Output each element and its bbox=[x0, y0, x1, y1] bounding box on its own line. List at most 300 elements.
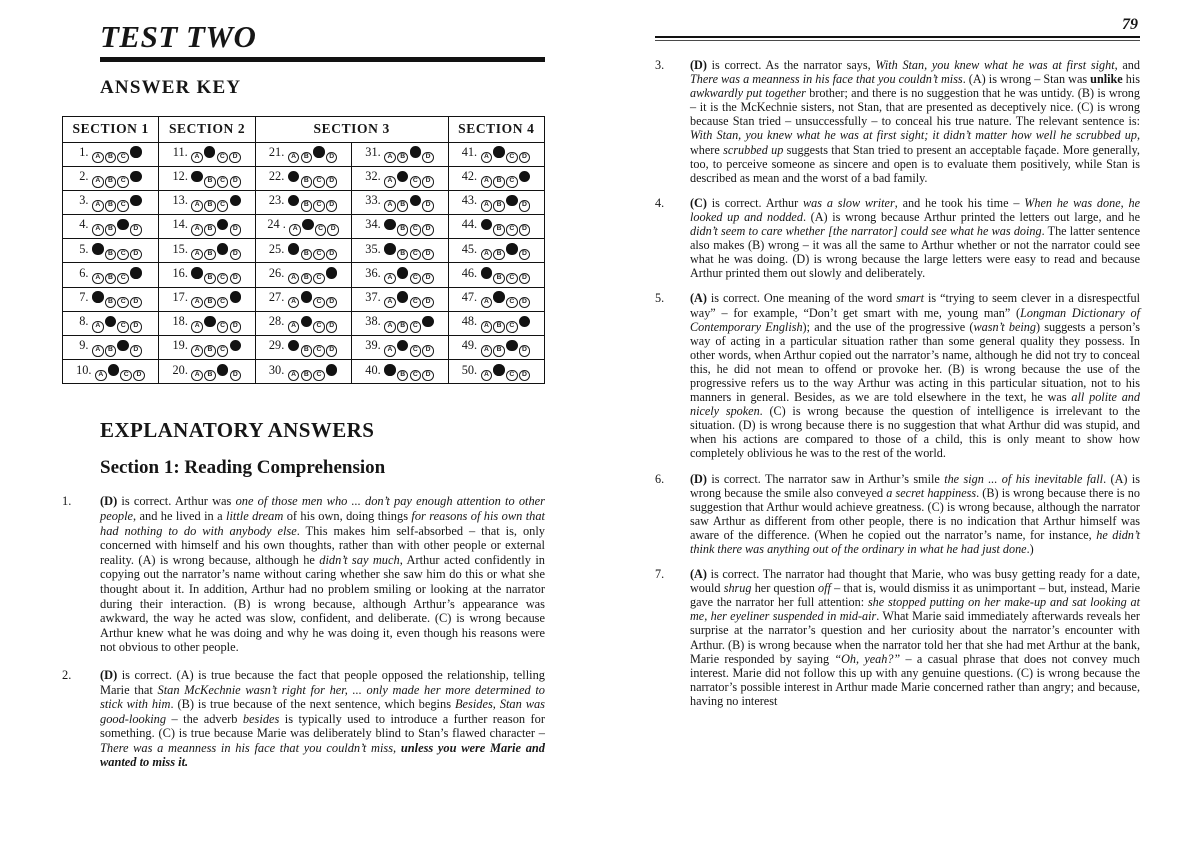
question-number: 6. bbox=[79, 265, 89, 280]
answer-bubble-b-filled bbox=[204, 146, 216, 158]
answer-bubble-b: B bbox=[204, 297, 216, 309]
page-right bbox=[655, 16, 1140, 719]
answer-bubble-a: A bbox=[191, 297, 203, 309]
question-number: 28. bbox=[268, 314, 285, 329]
answer-cell bbox=[352, 336, 448, 360]
answer-bubble-d: D bbox=[230, 249, 242, 261]
answer-bubble-b-filled bbox=[105, 316, 117, 328]
answer-key-body bbox=[63, 142, 545, 384]
answer-bubble-b-filled bbox=[204, 316, 216, 328]
text-segment: didn’t say much bbox=[319, 552, 400, 567]
question-number: 17. bbox=[172, 289, 188, 304]
text-segment: . What Marie said immediately afterwards reveals her surprise at the narrator’s question and her curiosity about the narrator’s encounter with Arthur. (B) is wrong because when the narrator told her that she had met Arthur at the bank, Marie responded by saying bbox=[690, 609, 1140, 666]
answer-bubble-a: A bbox=[481, 370, 493, 382]
explanations-right bbox=[655, 58, 1140, 708]
answer-bubble-b-filled bbox=[301, 316, 313, 328]
text-segment: (D) bbox=[690, 471, 707, 486]
answer-bubble-c: C bbox=[506, 321, 518, 333]
answer-bubble-d: D bbox=[422, 176, 434, 188]
answer-cell bbox=[352, 190, 448, 214]
answer-key-row bbox=[63, 142, 545, 166]
answer-bubble-a: A bbox=[191, 200, 203, 212]
text-segment: – the adverb bbox=[166, 711, 243, 726]
answer-bubble-a: A bbox=[384, 345, 396, 357]
answer-bubble-d-filled bbox=[326, 267, 338, 279]
answer-bubble-b: B bbox=[493, 224, 505, 236]
question-number: 11. bbox=[172, 144, 188, 159]
answer-cell bbox=[159, 239, 255, 263]
answer-bubble-c: C bbox=[410, 370, 422, 382]
answer-bubble-a-filled bbox=[92, 291, 104, 303]
page-number-row bbox=[655, 16, 1140, 34]
question-number: 31. bbox=[365, 144, 381, 159]
question-number: 38. bbox=[365, 314, 381, 329]
question-number: 1. bbox=[79, 144, 89, 159]
answer-bubble-a: A bbox=[191, 224, 203, 236]
answer-cell bbox=[255, 239, 351, 263]
answer-bubble-b: B bbox=[105, 176, 117, 188]
answer-bubble-d: D bbox=[422, 152, 434, 164]
answer-bubble-b: B bbox=[204, 200, 216, 212]
text-segment: . (C) is wrong because the question of intelligence is irrelevant to the situation. (D) is wrong because there is no suggestion that what Arthur did was stupid, and when his actions are compared to those of a child, this is only meant to show how completely oblivious he was to the rest of the world. bbox=[690, 404, 1140, 461]
answer-bubble-a: A bbox=[92, 176, 104, 188]
text-segment: , and bbox=[1114, 58, 1140, 72]
answer-bubble-a: A bbox=[384, 152, 396, 164]
answer-key-row bbox=[63, 311, 545, 335]
question-number: 29. bbox=[268, 338, 285, 353]
answer-bubble-d: D bbox=[422, 297, 434, 309]
answer-bubble-c: C bbox=[117, 176, 129, 188]
answer-bubble-a-filled bbox=[288, 171, 300, 183]
text-segment: besides bbox=[242, 711, 280, 726]
answer-bubble-c: C bbox=[313, 370, 325, 382]
answer-bubble-b: B bbox=[204, 249, 216, 261]
question-number: 32. bbox=[365, 169, 381, 184]
answer-bubble-c: C bbox=[313, 273, 325, 285]
answer-bubble-d: D bbox=[230, 273, 242, 285]
answer-bubble-a: A bbox=[92, 273, 104, 285]
answer-bubble-d: D bbox=[130, 345, 142, 357]
text-segment: (A) bbox=[690, 567, 707, 582]
text-segment: , and he took his time – bbox=[894, 195, 1025, 210]
answer-bubble-a: A bbox=[481, 152, 493, 164]
answer-bubble-a: A bbox=[92, 152, 104, 164]
text-segment: – a casual phrase that does not convey much interest. Marie did not follow this up with any genuine questions. (C) is wrong because the narrator’s possible interest in Arthur made Marie concerned rather than angry; and because, having no interest bbox=[690, 651, 1140, 708]
answer-bubble-d: D bbox=[422, 345, 434, 357]
answer-bubble-c: C bbox=[506, 370, 518, 382]
answer-bubble-c: C bbox=[315, 224, 327, 236]
answer-cell bbox=[448, 166, 544, 190]
text-segment: didn’t seem to care whether [the narrator] could see what he was doing bbox=[690, 224, 1042, 239]
answer-bubble-d: D bbox=[422, 224, 434, 236]
answer-bubble-b: B bbox=[493, 273, 505, 285]
answer-cell bbox=[448, 311, 544, 335]
answer-bubble-b: B bbox=[301, 345, 313, 357]
answer-bubble-d-filled bbox=[230, 195, 242, 207]
answer-bubble-d: D bbox=[519, 224, 531, 236]
text-segment: (D) bbox=[690, 58, 707, 72]
text-segment: Besides, Stan was good-looking bbox=[100, 697, 546, 726]
item-text bbox=[690, 567, 1140, 708]
answer-cell bbox=[159, 311, 255, 335]
explanation-item bbox=[655, 567, 1140, 708]
answer-cell bbox=[352, 215, 448, 239]
answer-key-row bbox=[63, 287, 545, 311]
question-number: 21. bbox=[268, 144, 285, 159]
answer-bubble-c: C bbox=[506, 297, 518, 309]
answer-bubble-c: C bbox=[506, 152, 518, 164]
answer-bubble-d: D bbox=[326, 297, 338, 309]
answer-cell bbox=[159, 287, 255, 311]
answer-bubble-d: D bbox=[519, 273, 531, 285]
text-segment: . (B) is wrong because there is no suggestion that Arthur would achieve greatness. (C) is wrong because, although the narrator saw Arthur as different from other people, there is no indication that Arthur himself was aware of the difference. (When he copied out the narrator’s name, for instance, bbox=[690, 485, 1140, 542]
text-segment: (D) bbox=[100, 667, 118, 682]
question-number: 41. bbox=[461, 144, 478, 159]
item-text bbox=[100, 668, 545, 770]
answer-key-table bbox=[62, 116, 545, 385]
answer-bubble-b-filled bbox=[397, 340, 409, 352]
answer-bubble-a: A bbox=[481, 345, 493, 357]
answer-bubble-a: A bbox=[384, 200, 396, 212]
section-header: SECTION 1 bbox=[63, 116, 159, 142]
answer-cell bbox=[352, 263, 448, 287]
answer-bubble-d: D bbox=[422, 273, 434, 285]
answer-bubble-c: C bbox=[217, 345, 229, 357]
answer-bubble-b: B bbox=[493, 200, 505, 212]
answer-bubble-b: B bbox=[105, 249, 117, 261]
answer-bubble-a: A bbox=[384, 297, 396, 309]
text-segment: is correct. As the narrator says, bbox=[706, 58, 876, 72]
answer-bubble-b: B bbox=[397, 249, 409, 261]
text-segment: With Stan, you knew what he was at first sight; it didn’t matter how well he scrubbed up bbox=[690, 128, 1137, 143]
question-number: 49. bbox=[461, 338, 478, 353]
answer-bubble-d-filled bbox=[230, 340, 242, 352]
text-segment: suggests that Stan tried to present an acceptable façade. More generally, too, to perceive someone as sincere and open is to evaluate them positively, while Stan is described as mean and the worst of a bad family. bbox=[690, 142, 1140, 185]
answer-bubble-c: C bbox=[217, 176, 229, 188]
question-number: 4. bbox=[79, 217, 89, 232]
answer-key-row bbox=[63, 360, 545, 384]
answer-bubble-c: C bbox=[117, 200, 129, 212]
section-header: SECTION 2 bbox=[159, 116, 255, 142]
answer-cell bbox=[448, 287, 544, 311]
answer-bubble-b: B bbox=[301, 370, 313, 382]
explanation-item bbox=[655, 58, 1140, 185]
answer-bubble-c-filled bbox=[506, 195, 518, 207]
answer-bubble-d-filled bbox=[230, 291, 242, 303]
answer-bubble-d: D bbox=[519, 152, 531, 164]
text-segment: for reasons of his own that had nothing to do with anybody else bbox=[100, 508, 545, 538]
answer-bubble-b: B bbox=[105, 273, 117, 285]
answer-bubble-b: B bbox=[204, 176, 216, 188]
answer-bubble-c: C bbox=[410, 345, 422, 357]
answer-bubble-b: B bbox=[204, 370, 216, 382]
item-number: 3. bbox=[655, 58, 665, 72]
page-number: 79 bbox=[1122, 16, 1138, 33]
answer-bubble-d: D bbox=[130, 297, 142, 309]
answer-bubble-b: B bbox=[493, 249, 505, 261]
text-segment: . (A) is wrong because Arthur printed the letters out large, and he bbox=[802, 209, 1140, 224]
text-segment: (C) bbox=[690, 195, 707, 210]
answer-bubble-a: A bbox=[288, 273, 300, 285]
answer-bubble-c: C bbox=[117, 273, 129, 285]
text-segment: little dream bbox=[226, 508, 284, 523]
answer-bubble-c-filled bbox=[410, 146, 422, 158]
answer-cell bbox=[159, 336, 255, 360]
question-number: 36. bbox=[365, 265, 381, 280]
question-number: 2. bbox=[79, 169, 89, 184]
answer-bubble-a-filled bbox=[481, 219, 493, 231]
answer-bubble-a: A bbox=[481, 200, 493, 212]
answer-bubble-b: B bbox=[397, 200, 409, 212]
question-number: 25. bbox=[268, 241, 285, 256]
answer-bubble-a: A bbox=[288, 297, 300, 309]
answer-bubble-d-filled bbox=[130, 195, 142, 207]
answer-bubble-a: A bbox=[92, 321, 104, 333]
question-number: 19. bbox=[172, 338, 188, 353]
answer-bubble-b-filled bbox=[493, 364, 505, 376]
question-number: 8. bbox=[79, 314, 89, 329]
answer-bubble-b: B bbox=[105, 200, 117, 212]
item-text bbox=[690, 291, 1140, 460]
text-segment: There was a meanness in his face that you couldn’t miss bbox=[690, 72, 963, 87]
answer-cell bbox=[63, 360, 159, 384]
answer-bubble-b-filled bbox=[301, 291, 313, 303]
question-number: 10. bbox=[76, 362, 92, 377]
answer-bubble-a-filled bbox=[92, 243, 104, 255]
answer-bubble-b: B bbox=[301, 249, 313, 261]
answer-bubble-c: C bbox=[217, 297, 229, 309]
explanations-left bbox=[62, 494, 545, 770]
item-number: 6. bbox=[655, 471, 665, 486]
answer-bubble-a: A bbox=[384, 176, 396, 188]
item-text bbox=[690, 196, 1140, 281]
text-segment: she stopped putting on her make-up and sat looking at me, her eyeliner suspended in mid-air bbox=[690, 595, 1140, 624]
question-number: 23. bbox=[268, 193, 285, 208]
question-number: 7. bbox=[79, 289, 89, 304]
answer-bubble-c: C bbox=[120, 370, 132, 382]
answer-bubble-d: D bbox=[130, 249, 142, 261]
answer-cell bbox=[63, 287, 159, 311]
question-number: 16. bbox=[172, 265, 188, 280]
answer-bubble-d: D bbox=[519, 370, 531, 382]
answer-key-heading: ANSWER KEY bbox=[100, 76, 242, 98]
answer-bubble-a: A bbox=[191, 249, 203, 261]
answer-bubble-c: C bbox=[217, 152, 229, 164]
answer-bubble-b: B bbox=[105, 224, 117, 236]
explanation-item bbox=[62, 668, 545, 770]
text-segment: he didn’t think there was anything out of the ordinary in what he had just done bbox=[690, 527, 1140, 556]
text-segment: scrubbed up bbox=[723, 142, 784, 157]
answer-bubble-d-filled bbox=[519, 316, 531, 328]
text-segment: her question bbox=[751, 581, 819, 596]
answer-cell bbox=[255, 166, 351, 190]
answer-bubble-c-filled bbox=[117, 219, 129, 231]
answer-cell bbox=[159, 215, 255, 239]
answer-key-row bbox=[63, 215, 545, 239]
title-rule bbox=[100, 57, 545, 62]
question-number: 48. bbox=[461, 314, 478, 329]
answer-bubble-d: D bbox=[326, 345, 338, 357]
answer-bubble-d: D bbox=[327, 224, 339, 236]
answer-bubble-a: A bbox=[288, 152, 300, 164]
question-number: 39. bbox=[365, 338, 381, 353]
answer-bubble-d: D bbox=[229, 152, 241, 164]
answer-cell bbox=[255, 360, 351, 384]
answer-bubble-a: A bbox=[288, 370, 300, 382]
answer-bubble-d: D bbox=[422, 200, 434, 212]
answer-bubble-d: D bbox=[230, 370, 242, 382]
text-segment: off bbox=[818, 581, 831, 596]
text-segment: all polite and nicely spoken bbox=[690, 390, 1140, 419]
question-number: 30. bbox=[268, 362, 285, 377]
answer-bubble-d-filled bbox=[130, 267, 142, 279]
answer-cell bbox=[352, 360, 448, 384]
answer-bubble-c: C bbox=[217, 200, 229, 212]
answer-bubble-b: B bbox=[105, 152, 117, 164]
answer-bubble-b-filled bbox=[397, 291, 409, 303]
question-number: 14. bbox=[172, 217, 188, 232]
answer-bubble-a: A bbox=[92, 200, 104, 212]
answer-bubble-a: A bbox=[191, 152, 203, 164]
answer-bubble-c-filled bbox=[506, 340, 518, 352]
answer-bubble-a: A bbox=[191, 370, 203, 382]
answer-bubble-a: A bbox=[481, 297, 493, 309]
answer-bubble-c: C bbox=[410, 176, 422, 188]
text-segment: is correct. The narrator saw in Arthur’s smile bbox=[706, 471, 945, 486]
answer-bubble-c: C bbox=[313, 297, 325, 309]
answer-cell bbox=[352, 142, 448, 166]
answer-cell bbox=[255, 215, 351, 239]
answer-bubble-c-filled bbox=[217, 219, 229, 231]
answer-key-head bbox=[63, 116, 545, 142]
answer-cell bbox=[63, 166, 159, 190]
question-number: 27. bbox=[268, 289, 285, 304]
answer-key-row bbox=[63, 239, 545, 263]
text-segment: . This makes him self-absorbed – that is, only concerned with himself and his own thoughts, rather than with other people or external reality. (A) is wrong because, although he bbox=[100, 523, 545, 567]
answer-bubble-d: D bbox=[326, 176, 338, 188]
answer-bubble-b: B bbox=[301, 200, 313, 212]
answer-cell bbox=[448, 336, 544, 360]
answer-cell bbox=[63, 215, 159, 239]
question-number: 43. bbox=[461, 193, 478, 208]
answer-bubble-c-filled bbox=[217, 243, 229, 255]
answer-bubble-c: C bbox=[313, 345, 325, 357]
answer-bubble-c: C bbox=[506, 224, 518, 236]
text-segment: unless you were Marie and wanted to miss it. bbox=[100, 740, 545, 770]
answer-bubble-c: C bbox=[217, 321, 229, 333]
section-header: SECTION 4 bbox=[448, 116, 544, 142]
answer-cell bbox=[255, 263, 351, 287]
item-number: 4. bbox=[655, 195, 665, 210]
item-number: 5. bbox=[655, 291, 665, 306]
answer-bubble-d: D bbox=[230, 176, 242, 188]
answer-key-row bbox=[63, 263, 545, 287]
answer-cell bbox=[255, 336, 351, 360]
answer-bubble-c: C bbox=[410, 321, 422, 333]
answer-bubble-c: C bbox=[410, 297, 422, 309]
answer-bubble-d: D bbox=[422, 249, 434, 261]
answer-bubble-a-filled bbox=[384, 243, 396, 255]
answer-bubble-b: B bbox=[105, 297, 117, 309]
section-header: SECTION 3 bbox=[255, 116, 448, 142]
text-segment: , Arthur acted confidently in copying out the narrator’s name without caring whether she saw him do this or what she thought about it. In addition, Arthur had no problem smiling or looking at the narrator during their interaction. (B) is wrong because, although Arthur’s appearance was awkward, the way he acted was slow, confident, and deliberate. (C) is wrong because Arthur knew what he was doing and why he was doing it, even though his reasons were not obvious to other people. bbox=[100, 552, 545, 655]
text-segment: ) suggests a person’s way of acting in a particular situation rather than some general quality they possess. In other words, when Arthur copied out the narrator’s name, although he did not try to conceal this, he did not mean to offend or provoke her. (B) is wrong because the use of the progressive refers us to the way Arthur was acting in this particular situation, not to his manners in general. Besides, as we are told elsewhere in the text, he was bbox=[690, 319, 1140, 405]
answer-bubble-d: D bbox=[133, 370, 145, 382]
answer-bubble-a: A bbox=[288, 321, 300, 333]
answer-bubble-b: B bbox=[493, 176, 505, 188]
text-segment: awkwardly put together bbox=[690, 86, 806, 101]
text-segment: Stan McKechnie wasn’t right for her, ... only made her more determined to stick with him bbox=[100, 682, 545, 712]
answer-cell bbox=[159, 142, 255, 166]
answer-cell bbox=[448, 215, 544, 239]
question-number: 3. bbox=[79, 193, 89, 208]
answer-bubble-c-filled bbox=[117, 340, 129, 352]
text-segment: is correct. The narrator had thought that Marie, who was busy getting ready for a date, would bbox=[690, 567, 1140, 596]
explanation-item bbox=[655, 196, 1140, 281]
answer-bubble-a: A bbox=[92, 224, 104, 236]
answer-cell bbox=[448, 360, 544, 384]
answer-cell bbox=[159, 263, 255, 287]
answer-key-row bbox=[63, 166, 545, 190]
answer-cell bbox=[255, 287, 351, 311]
answer-bubble-d: D bbox=[519, 345, 531, 357]
text-segment: his bbox=[1122, 72, 1141, 87]
answer-bubble-c: C bbox=[217, 273, 229, 285]
answer-bubble-d: D bbox=[519, 249, 531, 261]
explanatory-answers-heading: EXPLANATORY ANSWERS bbox=[100, 418, 375, 443]
answer-bubble-d: D bbox=[130, 321, 142, 333]
answer-key-header-row bbox=[63, 116, 545, 142]
answer-bubble-c-filled bbox=[313, 146, 325, 158]
text-segment: a secret happiness bbox=[886, 485, 977, 500]
text-segment: the sign ... of his inevitable fall bbox=[944, 471, 1104, 486]
answer-bubble-c: C bbox=[117, 152, 129, 164]
answer-bubble-b-filled bbox=[493, 146, 505, 158]
text-segment: shrug bbox=[723, 581, 752, 596]
answer-cell bbox=[63, 311, 159, 335]
answer-bubble-b: B bbox=[493, 345, 505, 357]
text-segment: (D) bbox=[100, 494, 118, 509]
answer-bubble-d: D bbox=[230, 321, 242, 333]
question-number: 40. bbox=[365, 362, 381, 377]
question-number: 44. bbox=[461, 217, 478, 232]
answer-bubble-b: B bbox=[204, 273, 216, 285]
answer-bubble-b: B bbox=[204, 345, 216, 357]
answer-bubble-a: A bbox=[289, 224, 301, 236]
text-segment: When he was done, he looked up and nodded bbox=[690, 195, 1140, 224]
text-segment: was a slow writer bbox=[803, 195, 895, 210]
text-segment: wasn’t being bbox=[973, 319, 1036, 334]
answer-bubble-b: B bbox=[105, 345, 117, 357]
answer-cell bbox=[63, 336, 159, 360]
question-number: 15. bbox=[172, 241, 188, 256]
answer-cell bbox=[352, 166, 448, 190]
answer-bubble-b: B bbox=[397, 321, 409, 333]
question-number: 47. bbox=[461, 289, 478, 304]
answer-cell bbox=[63, 190, 159, 214]
text-segment: , and he lived in a bbox=[133, 508, 226, 523]
text-segment: one of those men who ... don’t pay enough attention to other people bbox=[100, 494, 545, 523]
question-number: 35. bbox=[365, 241, 381, 256]
answer-bubble-b: B bbox=[397, 370, 409, 382]
explanation-item bbox=[62, 494, 545, 655]
answer-bubble-a: A bbox=[481, 176, 493, 188]
answer-key-row bbox=[63, 190, 545, 214]
answer-bubble-d: D bbox=[519, 297, 531, 309]
item-number: 7. bbox=[655, 567, 665, 582]
answer-bubble-c-filled bbox=[217, 364, 229, 376]
answer-bubble-a-filled bbox=[481, 267, 493, 279]
